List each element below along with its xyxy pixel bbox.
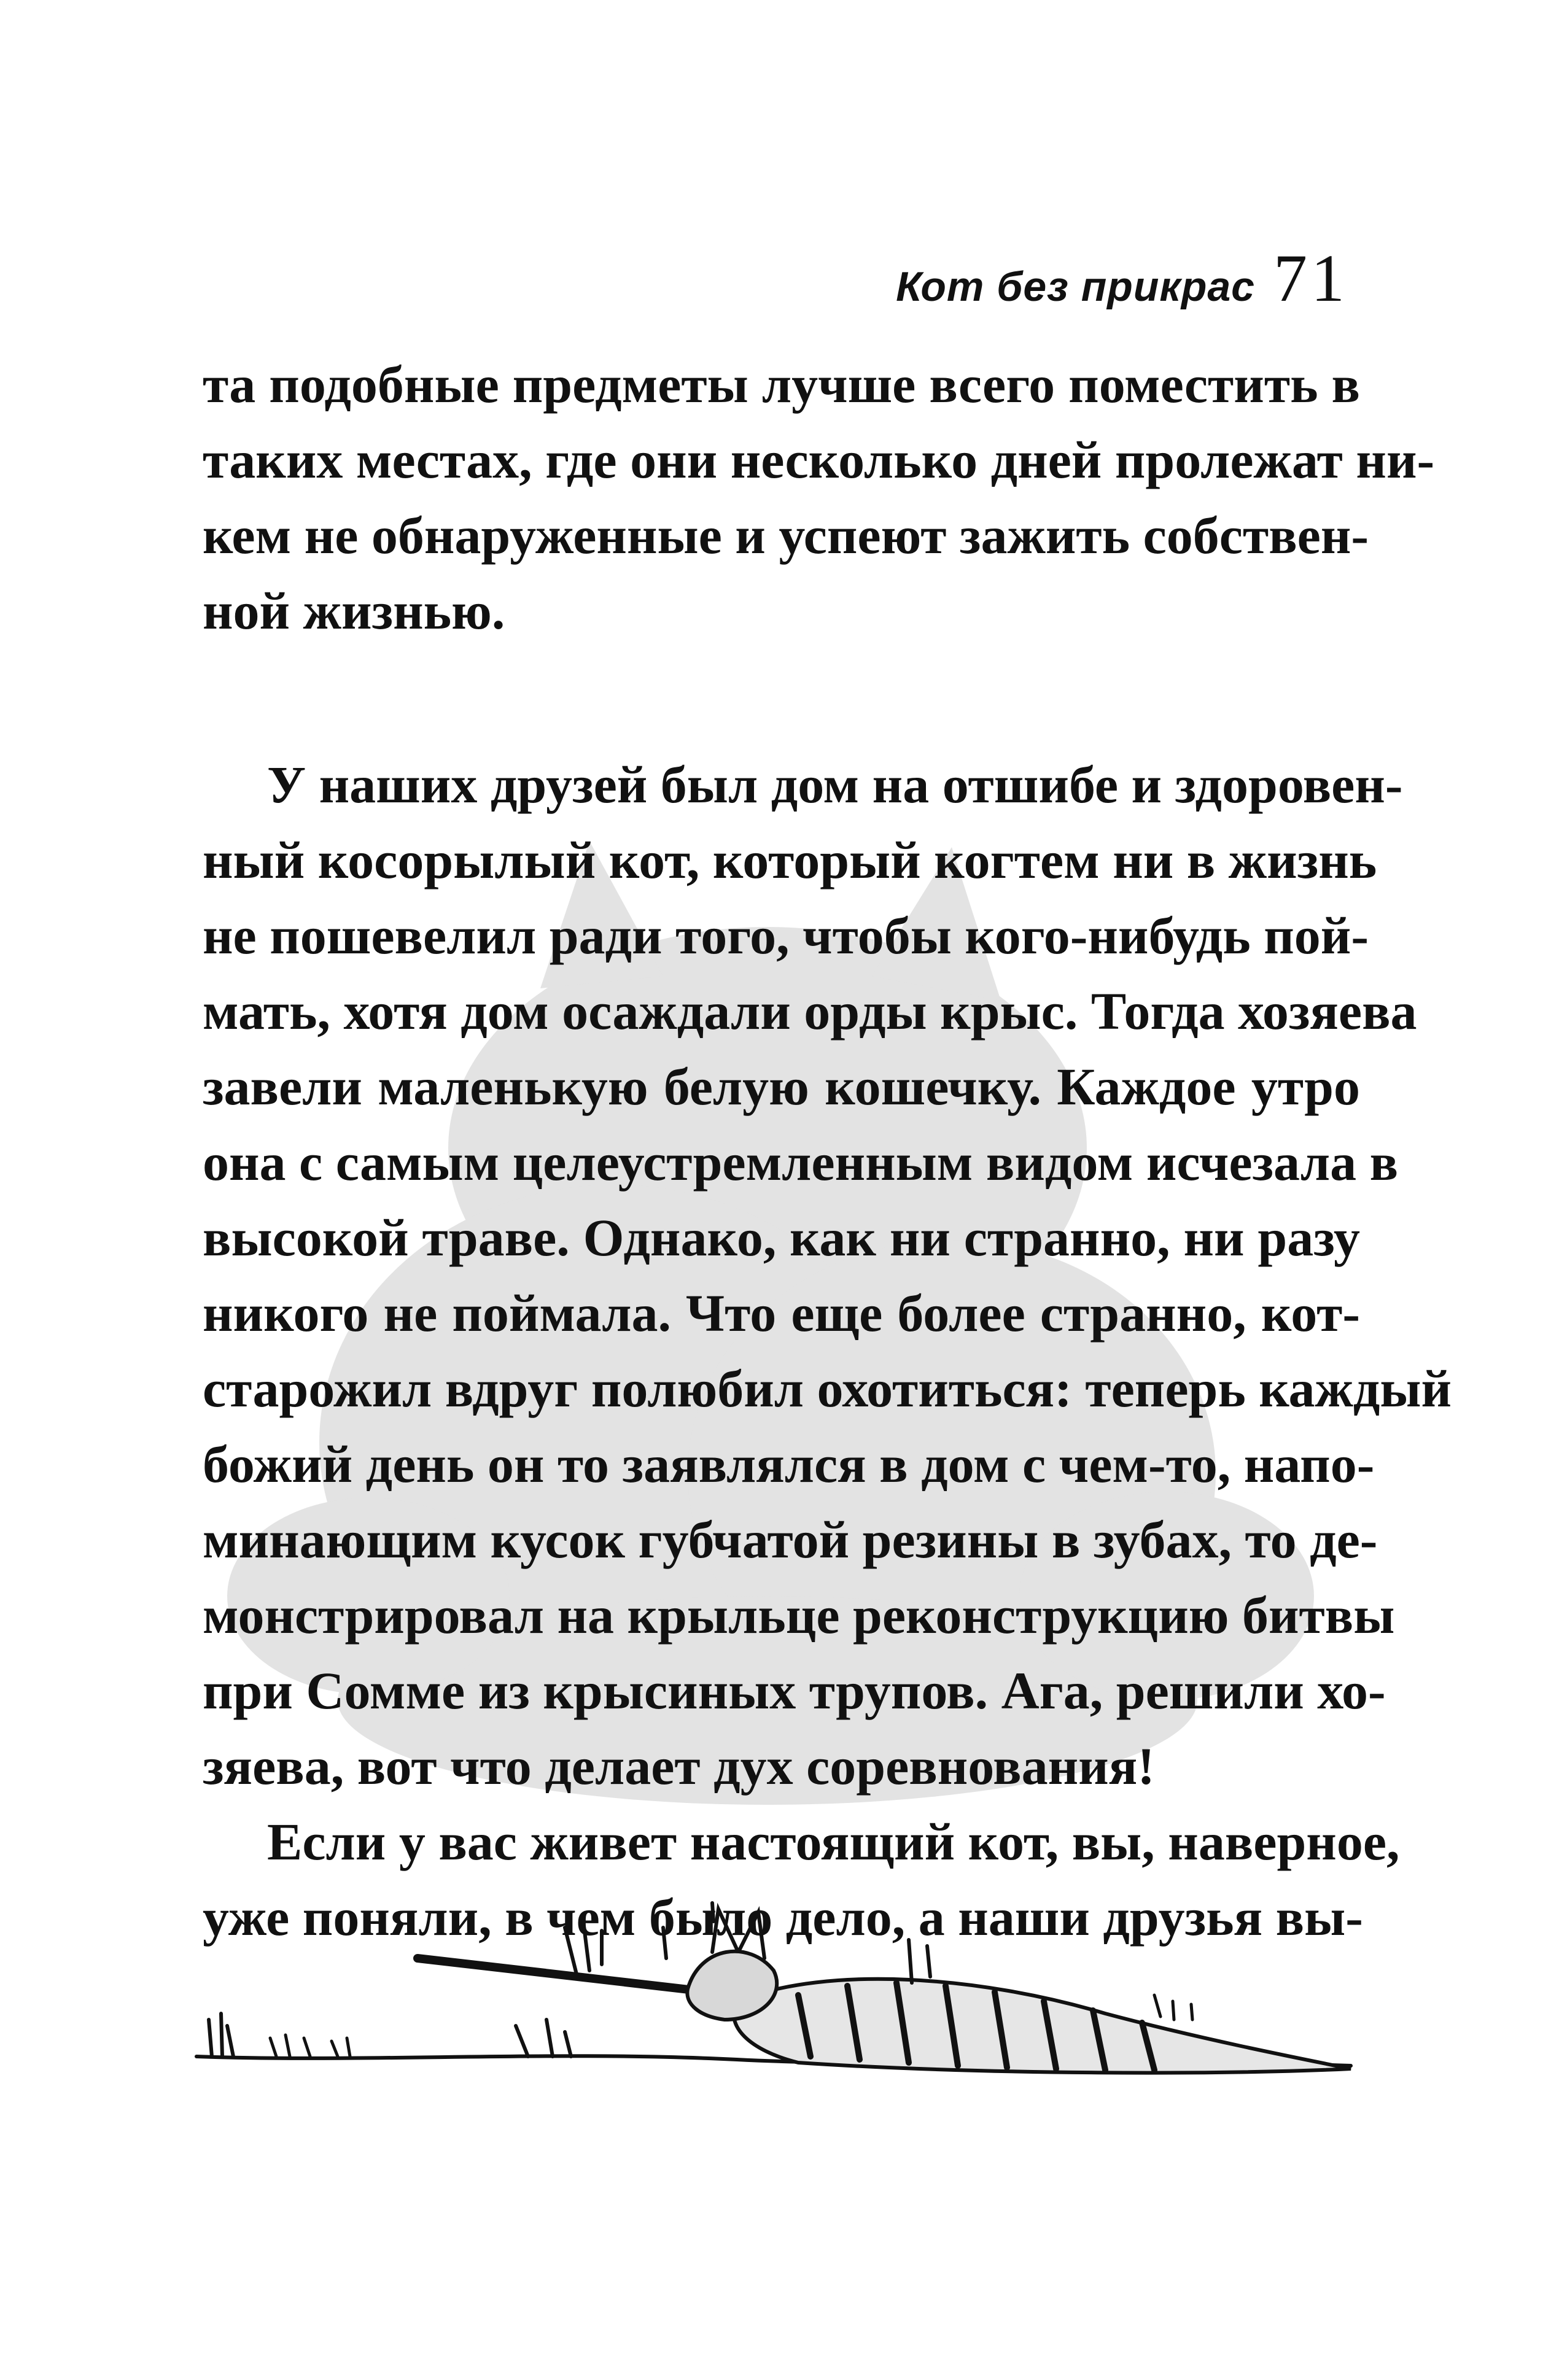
text-line: она с самым целеустремленным видом исчезала в [203,1133,1399,1192]
page-number: 71 [1273,241,1348,316]
text-line: при Сомме из крысиных трупов. Ага, решили хо- [203,1661,1386,1720]
text-line: уже поняли, в чем было дело, а наши друзья вы- [203,1888,1363,1947]
paragraph-spacer [203,649,1360,747]
text-line: таких местах, где они несколько дней пролежат ни- [203,430,1435,489]
text-line: старожил вдруг полюбил охотиться: теперь каждый [203,1359,1452,1418]
text-line: высокой траве. Однако, как ни странно, ни разу [203,1208,1360,1267]
text-line: мать, хотя дом осаждали орды крыс. Тогда хозяева [203,982,1417,1041]
text-line: не пошевелил ради того, чтобы кого-нибудь пой- [203,906,1369,965]
running-title: Кот без прикрас [896,263,1255,310]
text-line: ный косорылый кот, который когтем ни в жизнь [203,831,1377,890]
text-line: божий день он то заявлялся в дом с чем-то, напо- [203,1435,1375,1494]
text-line: минающим кусок губчатой резины в зубах, то де- [203,1510,1378,1569]
text-line: кем не обнаруженные и успеют зажить собствен- [203,506,1369,565]
text-line: никого не поймала. Что еще более странно, кот- [203,1284,1360,1343]
text-line: та подобные предметы лучше всего поместить в [203,355,1360,414]
running-head [896,239,1348,317]
text-line: зяева, вот что делает дух соревнования! [203,1737,1155,1796]
text-line: завели маленькую белую кошечку. Каждое утро [203,1057,1360,1116]
cat-with-rifle-illustration [184,1872,1382,2118]
body-text [203,347,1452,1955]
text-line: У наших друзей был дом на отшибе и здоровен- [267,755,1403,814]
text-line: монстрировал на крыльце реконструкцию битвы [203,1586,1395,1645]
text-line: ной жизнью. [203,581,505,640]
text-line: Если у вас живет настоящий кот, вы, наверное, [267,1812,1400,1871]
